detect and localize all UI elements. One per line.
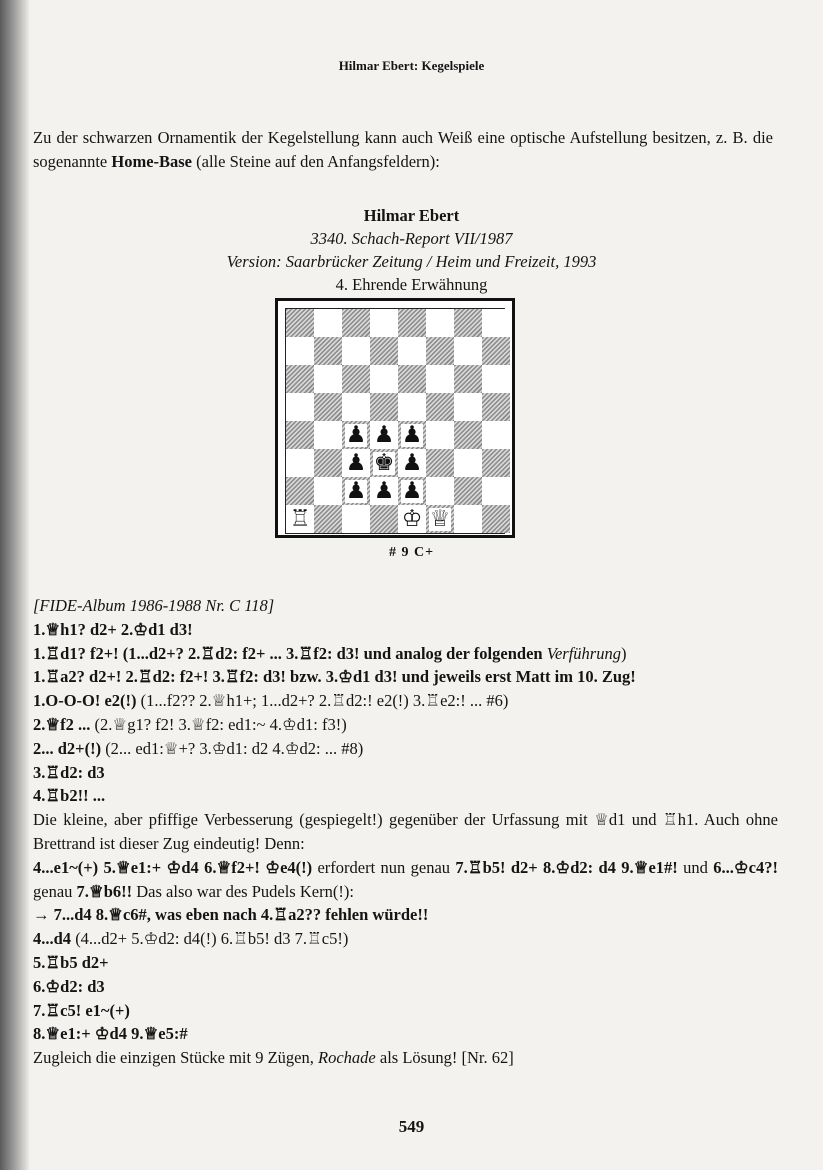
square-e3 (398, 449, 426, 477)
solution-line (33, 927, 778, 951)
solution-segment: 4...e1~(+) 5.♕e1:+ ♔d4 6.♕f2+! ♔e4(!) (33, 857, 313, 877)
black-piece-e4: ♟ (401, 421, 423, 448)
square-g5 (454, 393, 482, 421)
square-e6 (398, 365, 426, 393)
problem-author: Hilmar Ebert (363, 206, 460, 225)
running-header: Hilmar Ebert: Kegelspiele (338, 58, 485, 73)
solution-text (33, 594, 778, 1070)
solution-line: 6.♔d2: d3 (33, 976, 105, 996)
square-h5 (482, 393, 510, 421)
square-d1 (370, 505, 398, 533)
solution-segment: (2... ed1:♕+? 3.♔d1: d2 4.♔d2: ... #8) (101, 738, 364, 758)
square-e4 (398, 421, 426, 449)
solution-conclusion (33, 1046, 778, 1070)
square-a7 (286, 337, 314, 365)
stipulation: # 9 C+ (388, 545, 435, 560)
square-b7 (314, 337, 342, 365)
solution-segment: (2.♕g1? f2! 3.♕f2: ed1:~ 4.♔d1: f3!) (90, 714, 347, 734)
square-g6 (454, 365, 482, 393)
solution-segment: erfordert nun genau (312, 857, 456, 877)
problem-version: Version: Saarbrücker Zeitung / Heim und Freizeit, 1993 (226, 252, 597, 271)
square-d4 (370, 421, 398, 449)
square-e7 (398, 337, 426, 365)
intro-highlight: Home-Base (111, 152, 193, 171)
solution-segment: 2.♕f2 ... (33, 714, 91, 734)
square-a2 (286, 477, 314, 505)
solution-segment: (1...f2?? 2.♕h1+; 1...d2+? 2.♖d2:! e2(!) 3.♖e2:! ... #6) (136, 691, 509, 711)
square-g4 (454, 421, 482, 449)
black-piece-d4: ♟ (373, 421, 395, 448)
solution-segment: als Lösung! [Nr. 62] (375, 1048, 514, 1068)
solution-segment: 7.♖b5! d2+ 8.♔d2: d4 9.♕e1#! (455, 857, 678, 877)
square-c8 (342, 309, 370, 337)
book-binding-shadow (0, 0, 30, 1170)
white-piece-f1: ♕ (429, 505, 451, 532)
square-f2 (426, 477, 454, 505)
solution-segment: 1.♖d1? f2+! (1...d2+? 2.♖d2: f2+ ... 3.♖f2: d3! und analog der folgenden (33, 643, 547, 663)
solution-segment: ) (620, 643, 627, 663)
black-piece-d3: ♚ (373, 449, 395, 476)
problem-award: 4. Ehrende Erwähnung (335, 275, 488, 294)
square-e5 (398, 393, 426, 421)
square-d8 (370, 309, 398, 337)
square-b5 (314, 393, 342, 421)
chess-board-grid (285, 308, 505, 534)
solution-segment: genau (33, 881, 77, 901)
square-c3 (342, 449, 370, 477)
square-b4 (314, 421, 342, 449)
square-g7 (454, 337, 482, 365)
square-g1 (454, 505, 482, 533)
intro-text: Zu der schwarzen Ornamentik der Kegelstellung kann auch Weiß eine optische Aufstellung besitzen, z. B. die sogenannte (33, 128, 773, 171)
solution-reference: [FIDE-Album 1986-1988 Nr. C 118] (33, 596, 275, 615)
square-h7 (482, 337, 510, 365)
black-piece-e2: ♟ (401, 477, 423, 504)
solution-line (33, 737, 778, 761)
solution-line: 1.♖a2? d2+! 2.♖d2: f2+! 3.♖f2: d3! bzw. 3.♔d1 d3! und jeweils erst Matt im 10. Zug! (33, 667, 636, 687)
square-a5 (286, 393, 314, 421)
solution-line: 1.♕h1? d2+ 2.♔d1 d3! (33, 619, 193, 639)
square-d7 (370, 337, 398, 365)
square-g3 (454, 449, 482, 477)
problem-source: 3340. Schach-Report VII/1987 (310, 229, 513, 248)
solution-commentary: Die kleine, aber pfiffige Verbesserung (gespiegelt!) gegenüber der Urfassung mit ♕d1 und ♖h1. Auch ohne Brettrand ist dieser Zug eindeutig! Denn: (33, 810, 778, 853)
square-a8 (286, 309, 314, 337)
solution-segment: und (677, 857, 714, 877)
square-c5 (342, 393, 370, 421)
square-e8 (398, 309, 426, 337)
square-h1 (482, 505, 510, 533)
solution-segment: (4...d2+ 5.♔d2: d4(!) 6.♖b5! d3 7.♖c5!) (71, 929, 349, 949)
solution-line (33, 856, 778, 904)
solution-segment: 1.O-O-O! e2(!) (33, 691, 137, 711)
black-piece-d2: ♟ (373, 477, 395, 504)
square-b6 (314, 365, 342, 393)
solution-line: 3.♖d2: d3 (33, 762, 105, 782)
square-f8 (426, 309, 454, 337)
square-h8 (482, 309, 510, 337)
square-e2 (398, 477, 426, 505)
solution-line: 4.♖b2!! ... (33, 786, 106, 806)
solution-segment: Zugleich die einzigen Stücke mit 9 Zügen, (33, 1048, 319, 1068)
square-b1 (314, 505, 342, 533)
square-a3 (286, 449, 314, 477)
black-piece-c3: ♟ (345, 449, 367, 476)
square-h4 (482, 421, 510, 449)
solution-line (33, 642, 778, 666)
square-c4 (342, 421, 370, 449)
square-c7 (342, 337, 370, 365)
solution-line: → 7...d4 8.♕c6#, was eben nach 4.♖a2?? fehlen würde!! (33, 905, 429, 925)
solution-segment: 4...d4 (33, 929, 72, 949)
solution-segment: Verführung (546, 643, 621, 663)
square-d3 (370, 449, 398, 477)
solution-segment: Rochade (318, 1048, 376, 1068)
solution-segment: 7.♕b6!! (76, 881, 133, 901)
solution-line (33, 713, 778, 737)
square-d6 (370, 365, 398, 393)
white-piece-e1: ♔ (401, 505, 423, 532)
solution-line (33, 689, 778, 713)
square-g8 (454, 309, 482, 337)
square-f4 (426, 421, 454, 449)
white-piece-a1: ♖ (289, 505, 311, 532)
square-f5 (426, 393, 454, 421)
black-piece-c4: ♟ (345, 421, 367, 448)
square-b3 (314, 449, 342, 477)
square-f1 (426, 505, 454, 533)
solution-segment: Das also war des Pudels Kern(!): (132, 881, 354, 901)
square-d5 (370, 393, 398, 421)
square-e1 (398, 505, 426, 533)
intro-text-end: (alle Steine auf den Anfangsfeldern): (192, 152, 440, 171)
page-number: 549 (398, 1117, 425, 1136)
solution-segment: 2... d2+(!) (33, 738, 102, 758)
square-g2 (454, 477, 482, 505)
square-f7 (426, 337, 454, 365)
square-a4 (286, 421, 314, 449)
square-f3 (426, 449, 454, 477)
problem-heading (0, 204, 823, 296)
square-f6 (426, 365, 454, 393)
square-b2 (314, 477, 342, 505)
black-piece-c2: ♟ (345, 477, 367, 504)
square-c6 (342, 365, 370, 393)
solution-line: 7.♖c5! e1~(+) (33, 1000, 130, 1020)
square-a6 (286, 365, 314, 393)
intro-paragraph (33, 126, 773, 174)
square-c1 (342, 505, 370, 533)
square-h6 (482, 365, 510, 393)
solution-line: 8.♕e1:+ ♔d4 9.♕e5:# (33, 1024, 188, 1044)
square-b8 (314, 309, 342, 337)
square-c2 (342, 477, 370, 505)
square-h3 (482, 449, 510, 477)
square-a1 (286, 505, 314, 533)
solution-segment: 6...♔c4?! (713, 857, 778, 877)
square-h2 (482, 477, 510, 505)
square-d2 (370, 477, 398, 505)
black-piece-e3: ♟ (401, 449, 423, 476)
chess-diagram (275, 298, 515, 538)
solution-line: 5.♖b5 d2+ (33, 952, 109, 972)
